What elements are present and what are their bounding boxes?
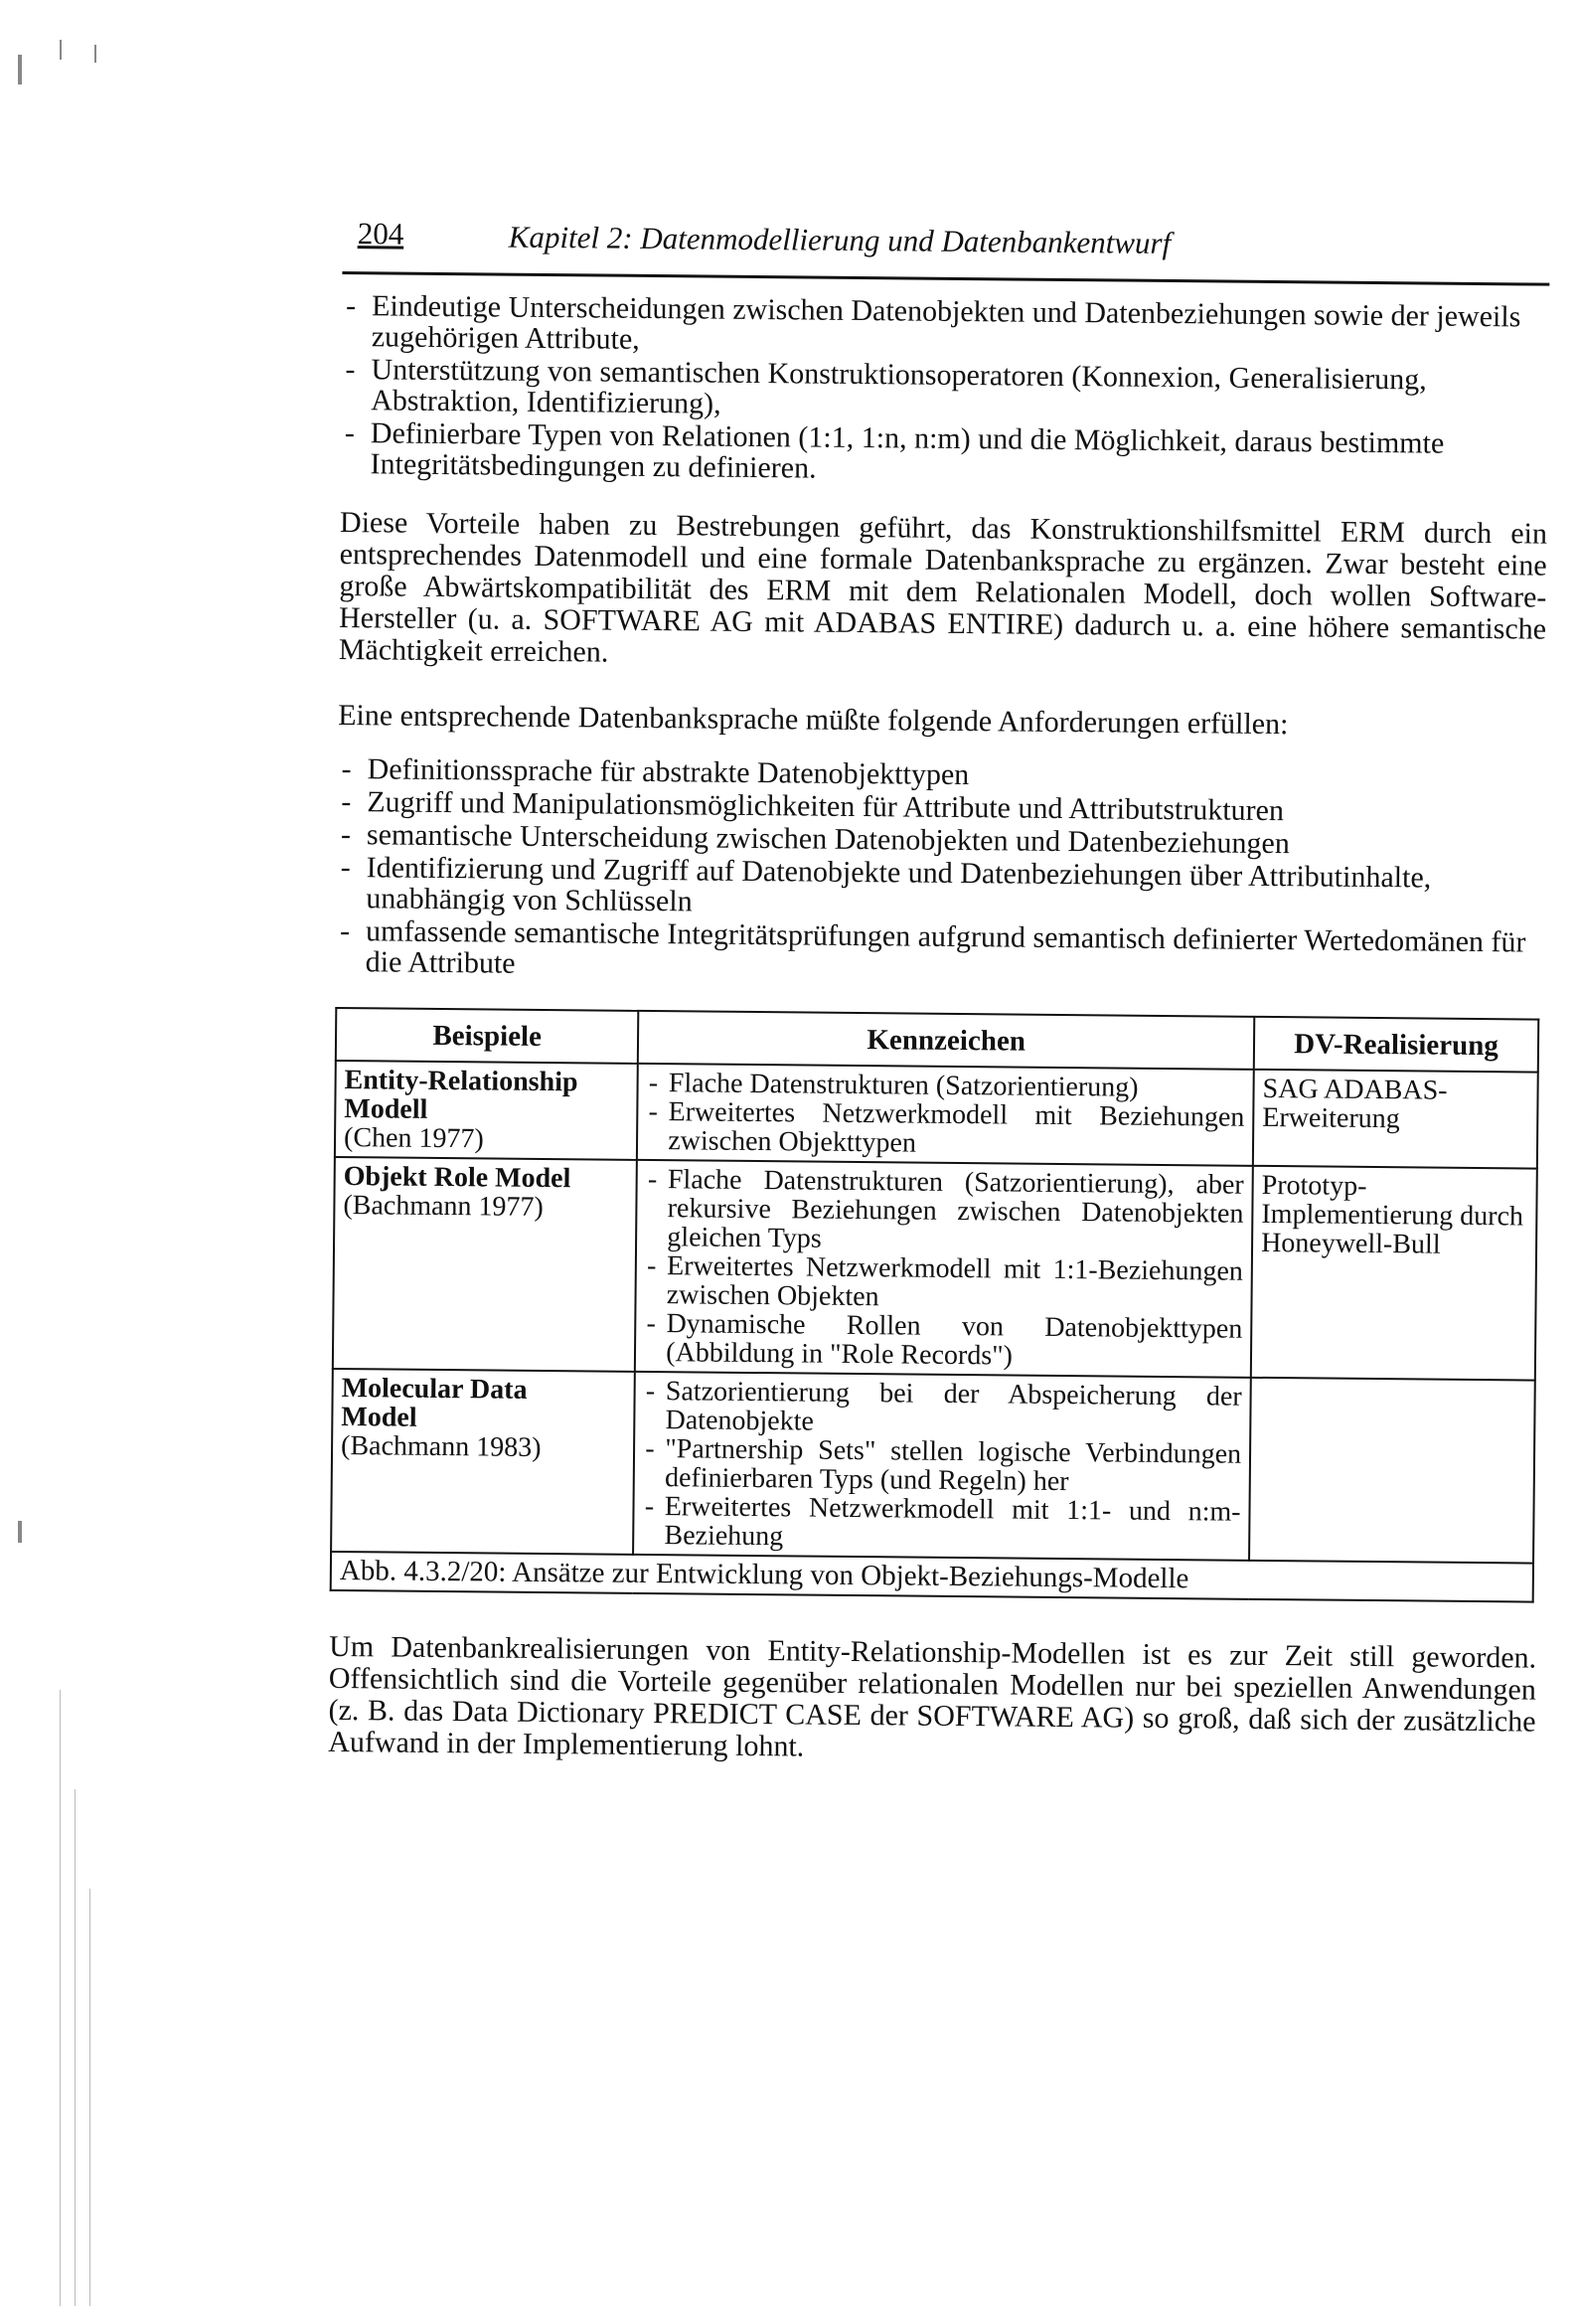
page-number: 204 — [357, 216, 404, 251]
feature-item: - Flache Datenstrukturen (Satzorientierung), aber rekursive Beziehungen zwischen Datenobjekten gleichen Typs — [647, 1163, 1244, 1254]
model-name: Molecular Data — [341, 1373, 528, 1406]
intro-bullet-list — [340, 290, 1549, 491]
model-name: Objekt Role Model — [343, 1161, 571, 1195]
table-row — [331, 1369, 1535, 1564]
running-title: Kapitel 2: Datenmodellierung und Datenbankentwurf — [508, 219, 1172, 260]
feature-item: - Erweitertes Netzwerkmodell mit 1:1- und n:m-Beziehung — [644, 1490, 1241, 1553]
features-cell — [635, 1160, 1253, 1378]
paragraph-conclusion: Um Datenbankrealisierungen von Entity-Relationship-Modellen ist es zur Zeit still geworden. Offensichtlich sind die Vorteile gegenüber relationalen Modellen nur bei speziellen Anwendungen (z. B. das Data Dictionary PREDICT CASE der SOFTWARE AG) so groß, daß sich der zusätzliche Aufwand in der Implementierung lohnt. — [328, 1629, 1537, 1763]
features-cell — [637, 1064, 1254, 1166]
column-header-features: Kennzeichen — [638, 1011, 1254, 1070]
feature-item: - "Partnership Sets" stellen logische Verbindungen definierbaren Typs (und Regeln) her — [645, 1432, 1242, 1498]
model-name: Entity-Relationship — [344, 1065, 578, 1098]
realization-cell: Prototyp-Implementierung durch Honeywell-Bull — [1251, 1166, 1537, 1381]
list-item: - Definitionssprache für abstrakte Datenobjekttypen — [341, 752, 970, 792]
feature-item: - Erweitertes Netzwerkmodell mit Beziehungen zwischen Objekttypen — [648, 1095, 1245, 1159]
model-author: (Chen 1977) — [343, 1122, 484, 1155]
feature-item: - Flache Datenstrukturen (Satzorientierung) — [648, 1067, 1139, 1103]
list-item: - semantische Unterscheidung zwischen Datenobjekten und Datenbeziehungen — [340, 818, 1290, 861]
book-page — [328, 214, 1550, 1770]
model-cell — [335, 1061, 638, 1160]
requirements-list — [336, 753, 1545, 989]
column-header-realization: DV-Realisierung — [1254, 1017, 1538, 1073]
paragraph-requirements-intro: Eine entsprechende Datenbanksprache müßte folgende Anforderungen erfüllen: — [337, 698, 1289, 742]
paragraph-advantages: Diese Vorteile haben zu Bestrebungen geführt, das Konstruktionshilfsmittel ERM durch ein entsprechendes Datenmodell und eine formale Datenbanksprache zu ergänzen. Zwar besteht eine große Abwärtskompatibilität des ERM mit dem Relationalen Modell, doch wollen Software-Hersteller (u. a. SOFTWARE AG mit ADABAS ENTIRE) dadurch u. a. eine höhere semantische Mächtigkeit erreichen. — [338, 505, 1548, 669]
figure-caption: Abb. 4.3.2/20: Ansätze zur Entwicklung von Objekt-Beziehungs-Modelle — [331, 1552, 1533, 1602]
scan-edge-artifacts — [0, 0, 149, 2324]
model-cell — [333, 1157, 637, 1372]
table-row — [335, 1061, 1538, 1169]
list-item: - Definierbare Typen von Relationen (1:1, 1:n, n:m) und die Möglichkeit, daraus bestimmte Integritätsbedingungen zu definieren. — [344, 416, 1445, 485]
model-cell — [331, 1369, 635, 1555]
list-item: - umfassende semantische Integritätsprüfungen aufgrund semantisch definierter Wertedomänen für die Attribute — [339, 914, 1526, 980]
model-author: (Bachmann 1977) — [343, 1190, 544, 1223]
model-name-cont: Model — [341, 1402, 417, 1433]
page-header — [342, 214, 1550, 286]
feature-item: - Satzorientierung bei der Abspeicherung der Datenobjekte — [645, 1375, 1242, 1437]
feature-item: - Erweitertes Netzwerkmodell mit 1:1-Beziehungen zwischen Objekten — [646, 1249, 1244, 1313]
column-header-examples: Beispiele — [336, 1008, 639, 1064]
features-cell — [633, 1372, 1251, 1561]
table-row — [333, 1157, 1537, 1381]
realization-cell — [1249, 1378, 1535, 1564]
list-item: - Identifizierung und Zugriff auf Datenobjekte und Datenbeziehungen über Attributinhalte, unabhängig von Schlüsseln — [340, 851, 1432, 918]
list-item: - Zugriff und Manipulationsmöglichkeiten für Attribute und Attributstrukturen — [341, 785, 1285, 828]
models-table — [330, 1007, 1540, 1603]
realization-cell: SAG ADABAS-Erweiterung — [1253, 1070, 1538, 1169]
model-author: (Bachmann 1983) — [340, 1430, 542, 1463]
model-name-cont: Modell — [344, 1093, 428, 1125]
list-item: - Eindeutige Unterscheidungen zwischen Datenobjekten und Datenbeziehungen sowie der jeweils zugehörigen Attribute, — [345, 289, 1521, 356]
list-item: - Unterstützung von semantischen Konstruktionsoperatoren (Konnexion, Generalisierung, Abstraktion, Identifizierung), — [345, 353, 1427, 420]
feature-item: - Dynamische Rollen von Datenobjekttypen (Abbildung in "Role Records") — [646, 1307, 1243, 1372]
